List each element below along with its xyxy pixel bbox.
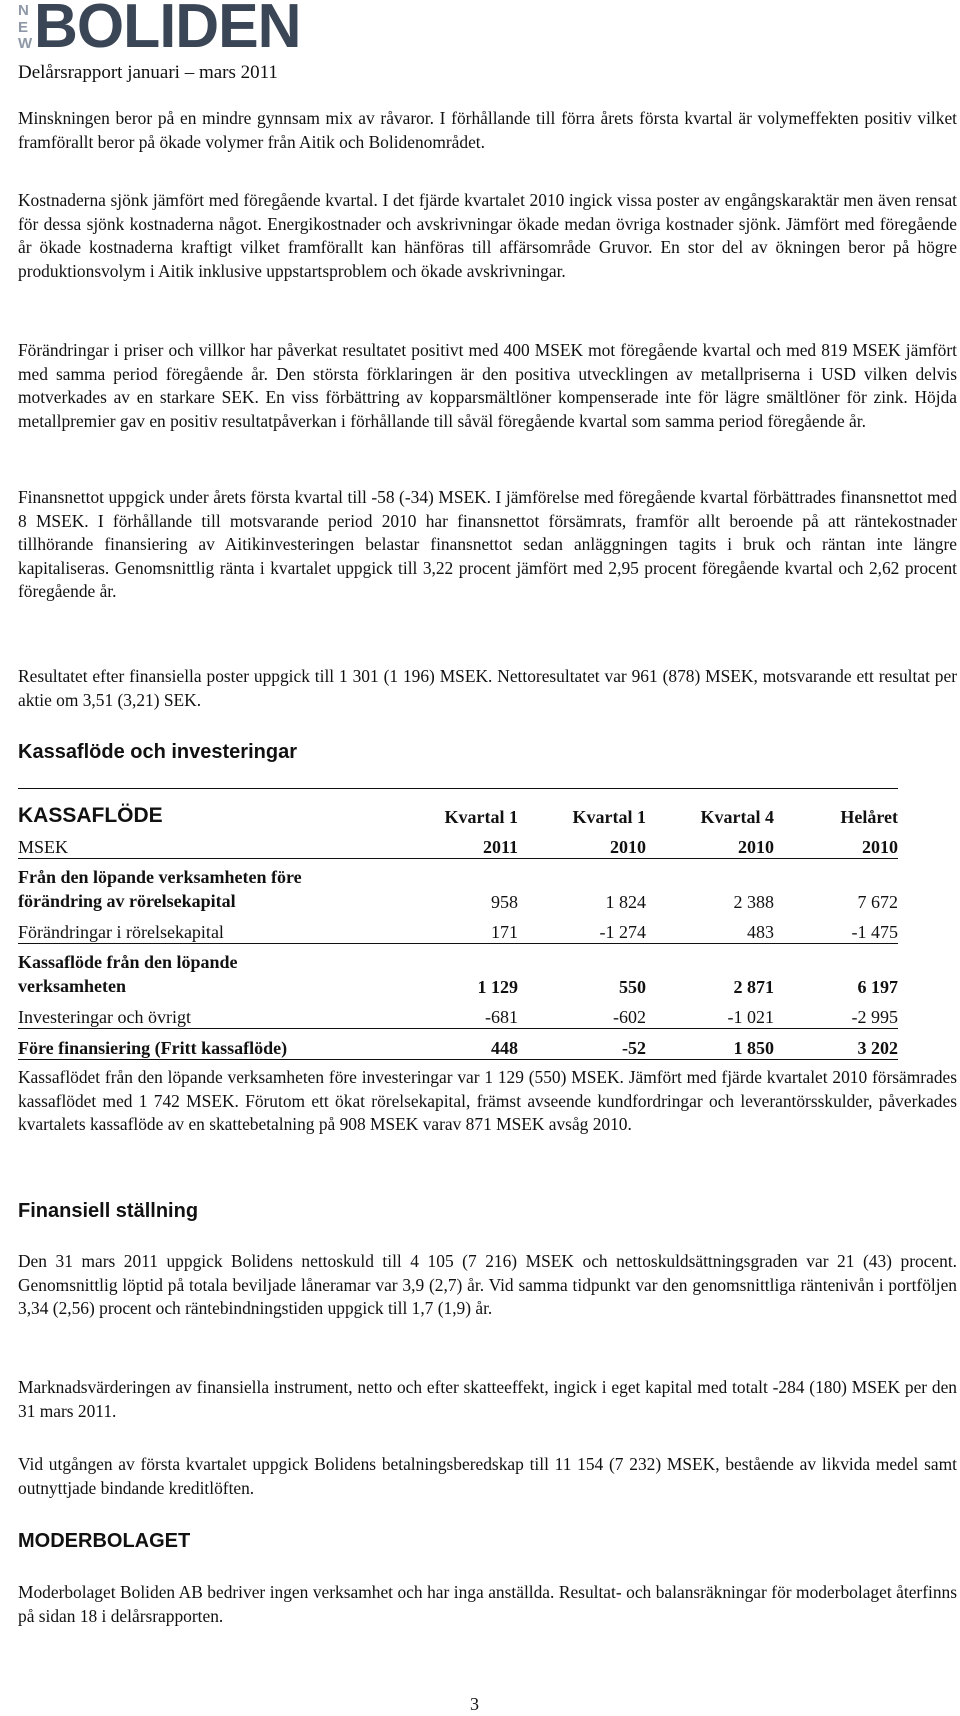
table-cell: -1 475: [774, 913, 898, 944]
paragraph-cashflow: Kassaflödet från den löpande verksamheten före investeringar var 1 129 (550) MSEK. Jämfört med fjärde kvartalet 2010 försämrades kassaflödet med 1 742 MSEK. Förutom ett ökat rörelsekapital, främst avseende kundfordringar och leverantörsskulder, påverkades kvartalets kassaflöde av en skattebetalning på 908 MSEK varav 871 MSEK avsåg 2010.: [18, 1067, 957, 1134]
table-row: [18, 944, 898, 999]
col-header-period: Helåret: [840, 807, 898, 827]
row-label: Förändringar i rörelsekapital: [18, 913, 390, 944]
logo-letter-n: N: [18, 2, 29, 19]
table-cell: 1 129: [477, 977, 518, 997]
logo-letter-w: W: [18, 35, 33, 52]
heading-financial-position: Finansiell ställning: [18, 1200, 199, 1222]
logo-new-prefix: [18, 3, 32, 51]
heading-cashflow: Kassaflöde och investeringar: [18, 741, 297, 763]
row-label: Före finansiering (Fritt kassaflöde): [18, 1029, 390, 1060]
paragraph-parent-company: Moderbolaget Boliden AB bedriver ingen verksamhet och har inga anställda. Resultat- och balansräkningar för moderbolaget återfinns på sidan 18 i delårsrapporten.: [18, 1582, 957, 1626]
col-header-year: 2010: [518, 828, 646, 859]
row-label: Investeringar och övrigt: [18, 1007, 191, 1027]
table-header-row: [18, 794, 898, 828]
col-header-period: Kvartal 1: [572, 807, 646, 827]
row-label-line: verksamheten: [18, 976, 126, 996]
table-cell: 2 388: [733, 892, 774, 912]
table-cell: 483: [646, 913, 774, 944]
col-header-year: 2011: [390, 828, 518, 859]
table-cell: 1 824: [605, 892, 646, 912]
table-cell: -52: [518, 1029, 646, 1060]
paragraph-result: Resultatet efter finansiella poster uppgick till 1 301 (1 196) MSEK. Nettoresultatet var 961 (878) MSEK, motsvarande ett resultat per aktie om 3,51 (3,21) SEK.: [18, 666, 957, 710]
paragraph-prices: Förändringar i priser och villkor har påverkat resultatet positivt med 400 MSEK mot föregående kvartal och med 819 MSEK jämfört med samma period föregående år. Den största förklaringen är den positiva utvecklingen av metallpriserna i USD vilken delvis motverkades av en starkare SEK. En viss förbättring av kopparsmältlöner kompenserade inte för lägre smältlöner för zink. Höjda metallpremier gav en positiv resultatpåverkan i förhållande till såväl föregående kvartal som samma period föregående år.: [18, 340, 957, 431]
paragraph-costs: Kostnaderna sjönk jämfört med föregående kvartal. I det fjärde kvartalet 2010 ingick vissa poster av engångskaraktär men även rensat för dessa sjönk kostnaderna något. Energikostnader och avskrivningar ökade medan övriga kostnader sjönk. Jämfört med föregående år ökade kostnaderna kraftigt vilket framförallt kan hänföras till affärsområde Gruvor. En stor del av ökningen beror på högre produktionsvolym i Aitik inklusive uppstartsproblem och ökade avskrivningar.: [18, 190, 957, 281]
row-label-line: Kassaflöde från den löpande: [18, 952, 238, 972]
table-row: [18, 998, 898, 1029]
table-cell: 1 850: [646, 1029, 774, 1060]
table-unit-row: [18, 828, 898, 859]
col-header-period: Kvartal 4: [700, 807, 774, 827]
table-cell: 550: [619, 977, 646, 997]
row-label-line: Från den löpande verksamheten före: [18, 867, 302, 887]
heading-parent-company: MODERBOLAGET: [18, 1530, 191, 1552]
table-cell: 7 672: [857, 892, 898, 912]
table-cell: 3 202: [774, 1029, 898, 1060]
logo-wordmark: BOLIDEN: [34, 0, 301, 61]
table-cell: -2 995: [851, 1007, 898, 1027]
col-header-period: Kvartal 1: [444, 807, 518, 827]
table-cell: 2 871: [733, 977, 774, 997]
table-title: KASSAFLÖDE: [18, 804, 163, 827]
paragraph-mix: Minskningen beror på en mindre gynnsam mix av råvaror. I förhållande till förra årets första kvartal är volymeffekten positiv vilket framförallt beror på ökade volymer från Aitik och Bolidenområdet.: [18, 108, 957, 152]
boliden-logo: [18, 0, 306, 61]
row-label: [18, 944, 390, 999]
paragraph-net-debt: Den 31 mars 2011 uppgick Bolidens nettoskuld till 4 105 (7 216) MSEK och nettoskuldsättningsgraden var 21 (43) procent. Genomsnittlig löptid på totala beviljade låneramar var 3,9 (2,7) år. Vid samma tidpunkt var den genomsnittliga räntenivån i portföljen 3,34 (2,56) procent och räntebindningstiden uppgick till 1,7 (1,9) år.: [18, 1251, 957, 1318]
page-number: 3: [470, 1694, 479, 1714]
table-cell: 448: [390, 1029, 518, 1060]
table-cell: 6 197: [857, 977, 898, 997]
row-label-line: förändring av rörelsekapital: [18, 891, 236, 911]
table-row: [18, 913, 898, 944]
cashflow-table-grid: [18, 794, 898, 1060]
paragraph-financial-net: Finansnettot uppgick under årets första kvartal till -58 (-34) MSEK. I jämförelse med föregående kvartal förbättrades finansnettot med 8 MSEK. I förhållande till motsvarande period 2010 har finansnettot försämrats, framför allt beroende på att räntekostnader tillhörande finansiering av Aitikinvesteringen belastar finansnettot sedan anläggningen tagits i bruk och räntan inte längre kapitaliseras. Genomsnittlig ränta i kvartalet uppgick till 3,22 procent jämfört med 2,95 procent föregående kvartal och 2,62 procent föregående år.: [18, 487, 957, 601]
paragraph-market-valuation: Marknadsvärderingen av finansiella instrument, netto och efter skatteeffekt, ingick i eget kapital med totalt -284 (180) MSEK per den 31 mars 2011.: [18, 1377, 957, 1421]
table-unit: MSEK: [18, 828, 390, 859]
table-row-total: [18, 1029, 898, 1060]
table-cell: -1 021: [727, 1007, 774, 1027]
row-label: [18, 859, 390, 914]
table-row: [18, 859, 898, 914]
table-cell: 958: [491, 892, 518, 912]
table-cell: 171: [390, 913, 518, 944]
table-top-rule: [18, 788, 898, 789]
document-title: Delårsrapport januari – mars 2011: [18, 62, 278, 83]
table-cell: -1 274: [518, 913, 646, 944]
table-cell: -681: [485, 1007, 518, 1027]
logo-letter-e: E: [18, 18, 29, 36]
paragraph-liquidity: Vid utgången av första kvartalet uppgick Bolidens betalningsberedskap till 11 154 (7 232) MSEK, bestående av likvida medel samt outnyttjade bindande kreditlöften.: [18, 1454, 957, 1498]
table-cell: -602: [613, 1007, 646, 1027]
col-header-year: 2010: [646, 828, 774, 859]
col-header-year: 2010: [774, 828, 898, 859]
